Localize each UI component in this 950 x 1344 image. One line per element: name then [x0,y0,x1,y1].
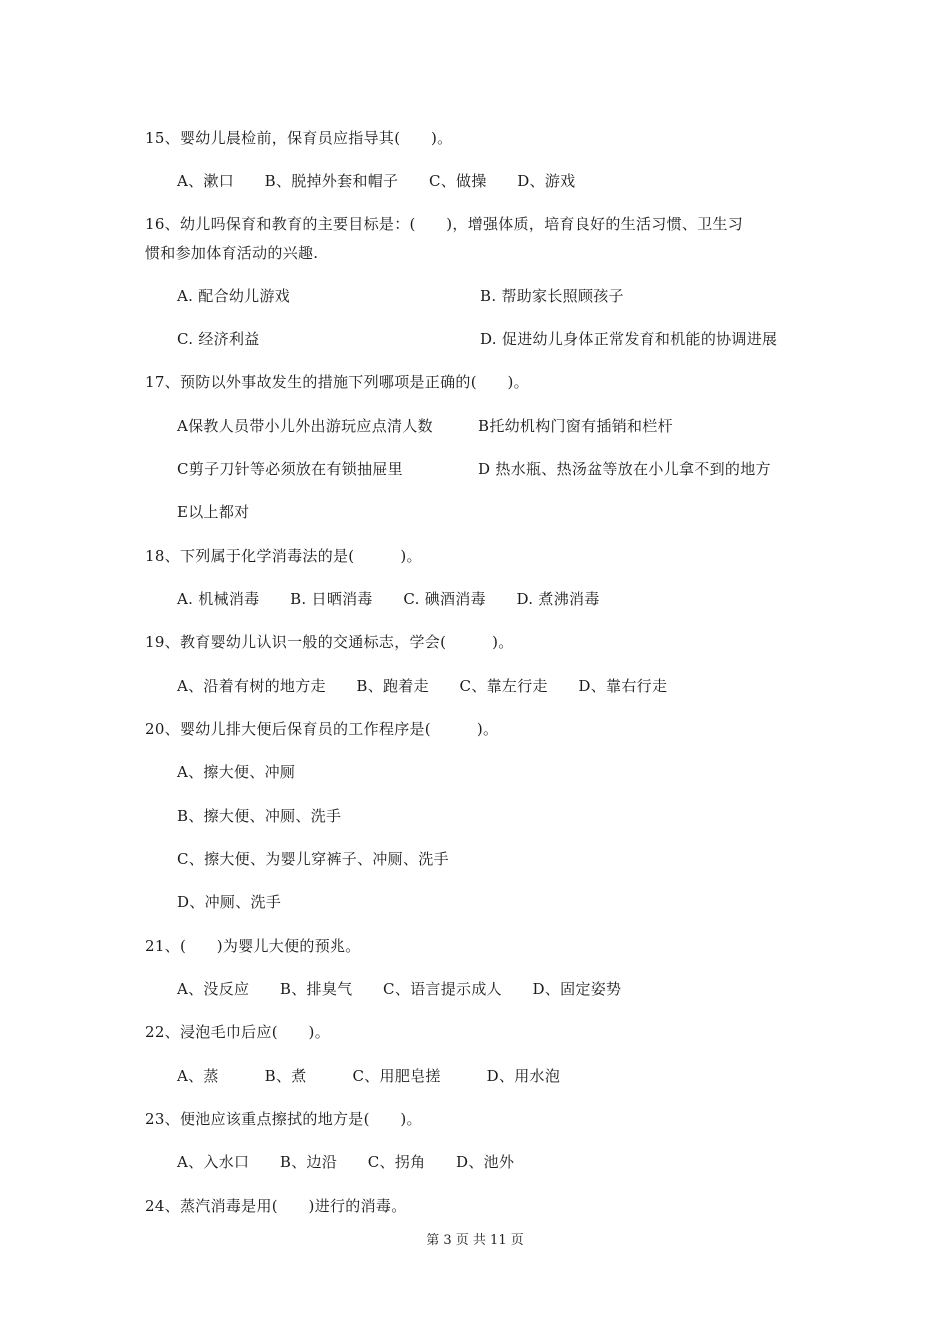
question-16-option-a: A. 配合幼儿游戏 [177,287,291,305]
question-17-option-c: C剪子刀针等必须放在有锁抽屉里 [177,460,403,478]
question-15-options: A、漱口 B、脱掉外套和帽子 C、做操 D、游戏 [177,172,576,190]
question-20-stem: 20、婴幼儿排大便后保育员的工作程序是( )。 [145,720,499,738]
question-21-options: A、没反应 B、排臭气 C、语言提示成人 D、固定姿势 [177,980,622,998]
question-16-stem-line1: 16、幼儿吗保育和教育的主要目标是：( )，增强体质，培育良好的生活习惯、卫生习 [145,215,744,233]
page-number-footer: 第 3 页 共 11 页 [426,1233,524,1248]
question-20-option-c: C、擦大便、为婴儿穿裤子、冲厕、洗手 [177,850,449,868]
question-19-options: A、沿着有树的地方走 B、跑着走 C、靠左行走 D、靠右行走 [177,677,668,695]
question-15-stem: 15、婴幼儿晨检前，保育员应指导其( )。 [145,129,453,147]
question-17-option-b: B托幼机构门窗有插销和栏杆 [478,417,673,435]
question-23-stem: 23、便池应该重点擦拭的地方是( )。 [145,1110,422,1128]
question-18-options: A. 机械消毒 B. 日晒消毒 C. 碘酒消毒 D. 煮沸消毒 [177,590,600,608]
question-22-stem: 22、浸泡毛巾后应( )。 [145,1023,330,1041]
question-18-stem: 18、下列属于化学消毒法的是( )。 [145,547,422,565]
question-22-options: A、蒸 B、煮 C、用肥皂搓 D、用水泡 [177,1067,561,1085]
question-20-option-b: B、擦大便、冲厕、洗手 [177,807,342,825]
question-17-stem: 17、预防以外事故发生的措施下列哪项是正确的( )。 [145,373,529,391]
question-17-option-a: A保教人员带小儿外出游玩应点清人数 [177,417,433,435]
question-16-stem-line2: 惯和参加体育活动的兴趣. [145,244,319,262]
question-21-stem: 21、( )为婴儿大便的预兆。 [145,937,361,955]
question-20-option-d: D、冲厕、洗手 [177,893,282,911]
question-23-options: A、入水口 B、边沿 C、拐角 D、池外 [177,1153,515,1171]
question-17-option-e: E以上都对 [177,503,250,521]
question-20-option-a: A、擦大便、冲厕 [177,763,296,781]
question-16-option-b: B. 帮助家长照顾孩子 [480,287,624,305]
question-16-option-c: C. 经济利益 [177,330,260,348]
question-19-stem: 19、教育婴幼儿认识一般的交通标志，学会( )。 [145,633,514,651]
question-24-stem: 24、蒸汽消毒是用( )进行的消毒。 [145,1197,407,1215]
question-17-option-d: D 热水瓶、热汤盆等放在小儿拿不到的地方 [478,460,771,478]
question-16-option-d: D. 促进幼儿身体正常发育和机能的协调进展 [480,330,778,348]
